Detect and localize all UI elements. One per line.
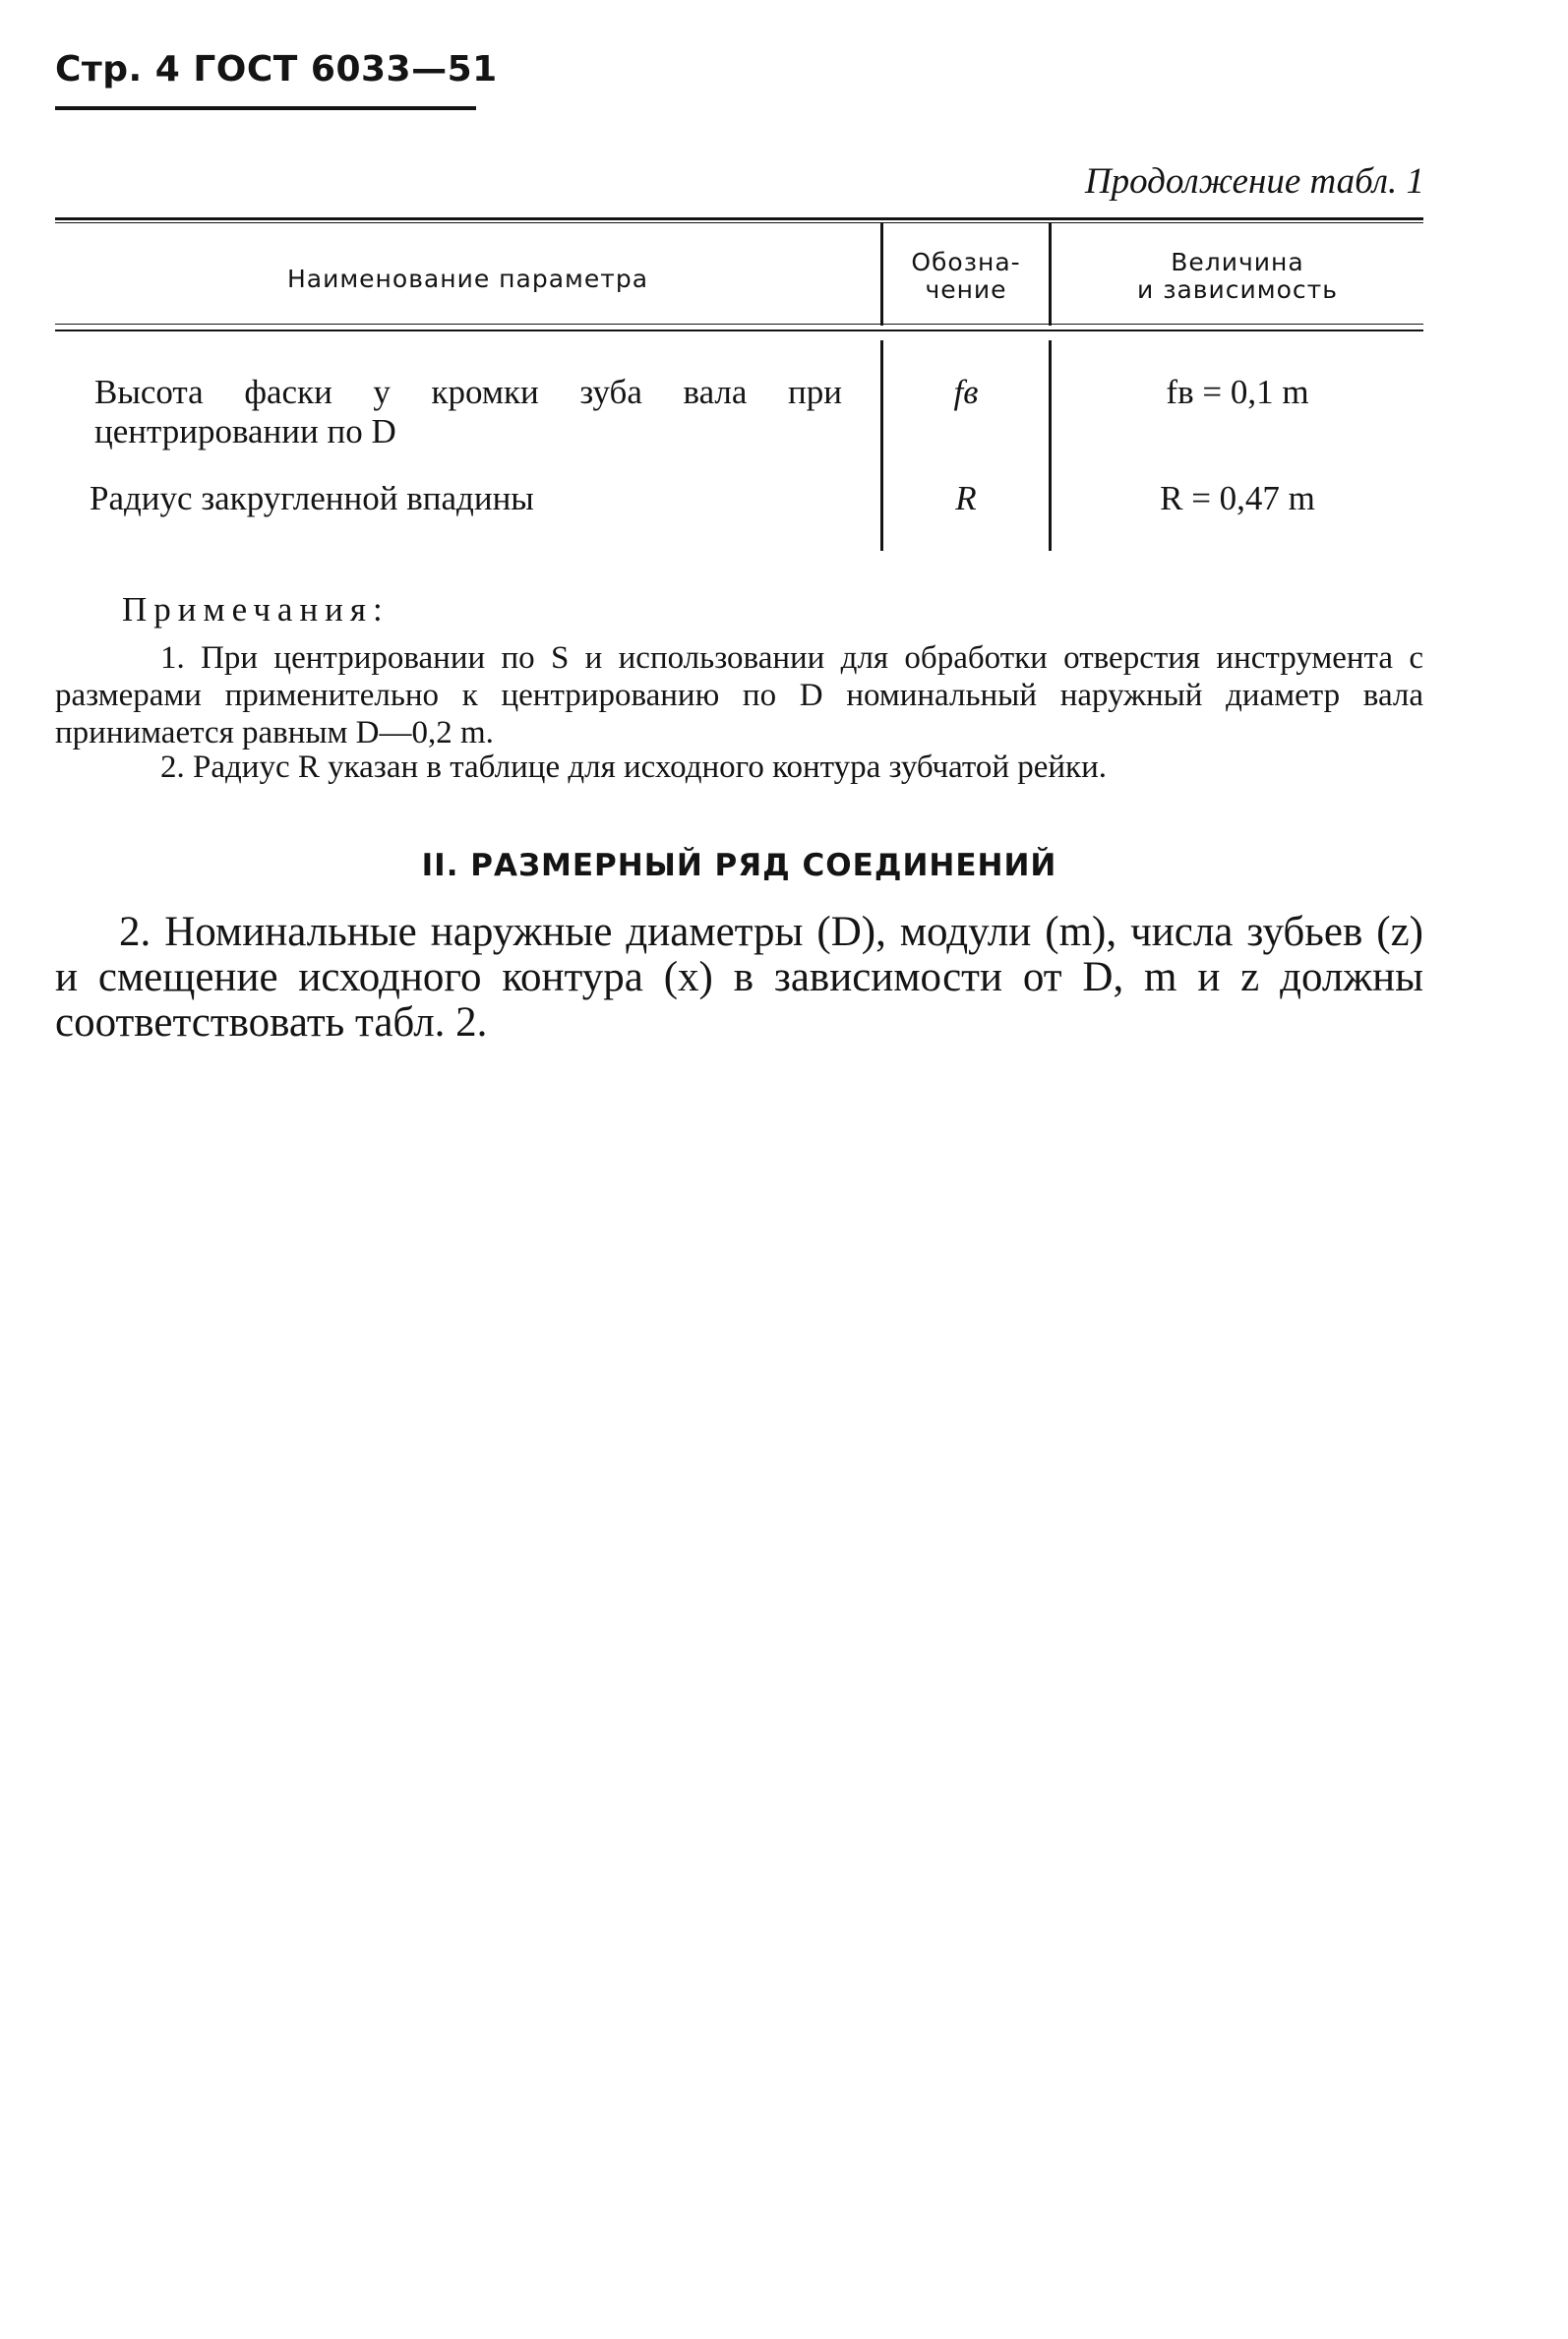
table-top-rule: [55, 217, 1423, 223]
table-cell-parameter-name: Радиус закругленной впадины: [90, 479, 534, 517]
column-header-designation: [883, 249, 1049, 304]
column-header-value: [1052, 249, 1423, 304]
column-header-designation-line: чение: [925, 275, 1007, 304]
table-cell-parameter-name: Высота фаски у кромки зуба вала при центрировании по D: [94, 373, 842, 450]
table-continuation-label: Продолжение табл. 1: [1084, 161, 1424, 202]
page-header: Стр. 4 ГОСТ 6033—51: [55, 49, 498, 90]
table-cell-designation: R: [955, 479, 977, 517]
notes-title: Примечания:: [122, 590, 390, 629]
column-header-designation-line: Обозна-: [911, 248, 1021, 276]
note-item: 2. Радиус R указан в таблице для исходного контура зубчатой рейки.: [160, 750, 1107, 785]
section-heading: II. РАЗМЕРНЫЙ РЯД СОЕДИНЕНИЙ: [421, 848, 1057, 883]
table-cell-designation: fв: [953, 373, 979, 411]
column-header-value-line: Величина: [1171, 248, 1304, 276]
table-cell-value: R = 0,47 m: [1160, 479, 1315, 517]
body-paragraph: 2. Номинальные наружные диаметры (D), модули (m), числа зубьев (z) и смещение исходного контура (x) в зависимости от D, m и z должны соответствовать табл. 2.: [55, 909, 1423, 1046]
column-header-value-line: и зависимость: [1137, 275, 1338, 304]
column-header-name: Наименование параметра: [286, 265, 649, 293]
header-rule: [55, 106, 476, 110]
table-cell-value: fв = 0,1 m: [1166, 373, 1309, 411]
table-header-rule: [55, 324, 1423, 331]
note-item: 1. При центрировании по S и использовании для обработки отверстия инструмента с размерами применительно к центрированию по D номинальный наружный диаметр вала принимается равным D—0,2 m.: [55, 640, 1423, 750]
